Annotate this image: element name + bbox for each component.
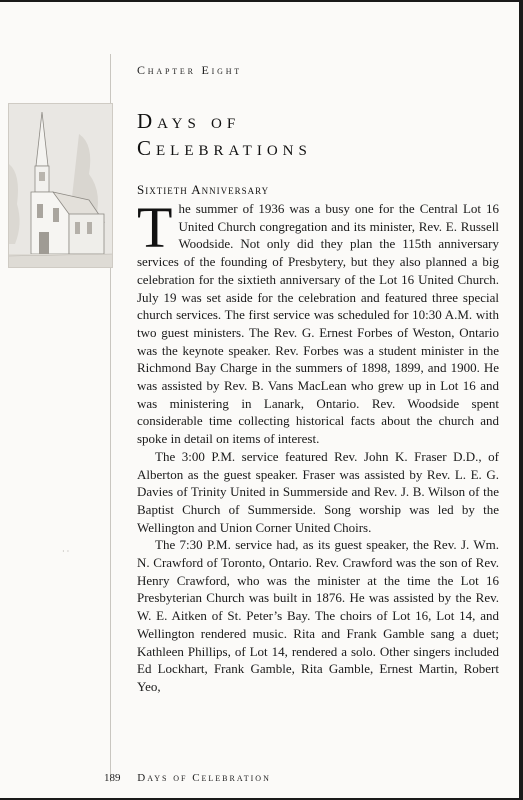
- paragraph-1-text: he summer of 1936 was a busy one for the Central Lot 16 United Church congregation and its minister, Rev. E. Russell Woodside. Not only did they plan the 115th anniversary services of the founding of Presbytery, but they also planned a big celebration for the sixtieth anniversary of the Lot 16 United Church. July 19 was set aside for the celebration and featured three special church services. The first service was scheduled for 10:30 A.M. with two guest ministers. The Rev. G. Ernest Forbes of Weston, Ontario was the keynote speaker. Rev. Forbes was a student minister in the Richmond Bay Charge in the summers of 1898, 1899, and 1900. He was assisted by Rev. B. Vans MacLean who grew up in Lot 16 and was ministering in Lanark, Ontario. Rev. Woodside spent considerable time collecting historical facts about the church and spoke in detail on items of interest.: [137, 201, 499, 447]
- page-number: 189: [104, 772, 121, 784]
- church-illustration: [8, 103, 113, 268]
- paragraph-1: [137, 195, 499, 448]
- church-drawing: [9, 104, 112, 267]
- paragraph-3: The 7:30 P.M. service had, as its guest speaker, the Rev. J. Wm. N. Crawford of Toronto, Ontario. Rev. Crawford was the son of Rev. Henry Crawford, who was the minister at the time the Lot 16 Presbyterian Church was built in 1876. He was assisted by the Rev. W. E. Aitken of St. Peter’s Bay. The choirs of Lot 16, Lot 14, and Wellington rendered music. Rita and Frank Gamble sang a duet; Kathleen Phillips, of Lot 14, rendered a solo. Other singers included Ed Lockhart, Frank Gamble, Rita Gamble, Ernest Martin, Robert Yeo,: [137, 537, 499, 694]
- scan-speck: · ·: [62, 547, 70, 556]
- chapter-title-line2: Celebrations: [137, 136, 312, 160]
- body-text: [137, 195, 499, 696]
- running-title: Days of Celebration: [137, 772, 271, 784]
- paragraph-2: The 3:00 P.M. service featured Rev. John K. Fraser D.D., of Alberton as the guest speaker. Fraser was assisted by Rev. L. E. G. Davies of Trinity United in Summerside and Rev. J. B. Wilson of the Baptist Church of Summerside. Song worship was led by the Wellington and Union Corner United Choirs.: [137, 448, 499, 535]
- book-page: [0, 2, 519, 798]
- drop-cap: T: [137, 195, 173, 260]
- chapter-label: Chapter Eight: [137, 63, 242, 77]
- chapter-title: [137, 108, 312, 162]
- section-heading: Sixtieth Anniversary: [137, 182, 270, 197]
- page-footer: [104, 772, 271, 784]
- chapter-title-line1: Days of: [137, 109, 241, 133]
